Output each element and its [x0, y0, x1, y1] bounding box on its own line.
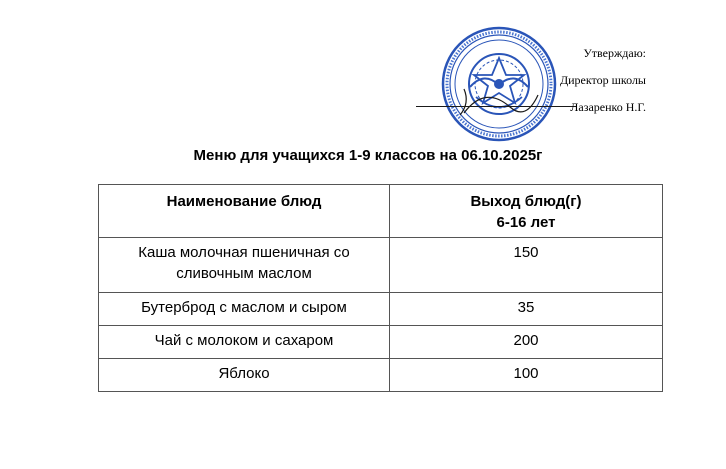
page-title: Меню для учащихся 1-9 классов на 06.10.2025г: [193, 147, 543, 164]
dish-name-line: Каша молочная пшеничная со: [138, 244, 350, 261]
header-portion-label: Выход блюд(г): [470, 193, 582, 210]
table-row: [99, 293, 663, 326]
amount-cell: 100: [390, 359, 663, 392]
table-row: [99, 326, 663, 359]
approval-position: Директор школы: [559, 73, 646, 87]
approval-heading: Утверждаю:: [583, 46, 646, 60]
dish-cell: [99, 238, 390, 293]
dish-name-line: сливочным маслом: [176, 265, 312, 282]
dish-cell: Чай с молоком и сахаром: [99, 326, 390, 359]
menu-table: [98, 184, 663, 392]
header-portion: [390, 185, 663, 238]
header-dish-name: Наименование блюд: [99, 185, 390, 238]
amount-cell: 35: [390, 293, 663, 326]
table-row: [99, 359, 663, 392]
approval-block: [466, 40, 646, 121]
header-age-group: 6-16 лет: [496, 214, 556, 231]
table-row: [99, 238, 663, 293]
table-header-row: [99, 185, 663, 238]
amount-cell: 150: [390, 238, 663, 293]
dish-cell: Бутерброд с маслом и сыром: [99, 293, 390, 326]
approval-name: Лазаренко Н.Г.: [570, 100, 646, 114]
dish-cell: Яблоко: [99, 359, 390, 392]
amount-cell: 200: [390, 326, 663, 359]
